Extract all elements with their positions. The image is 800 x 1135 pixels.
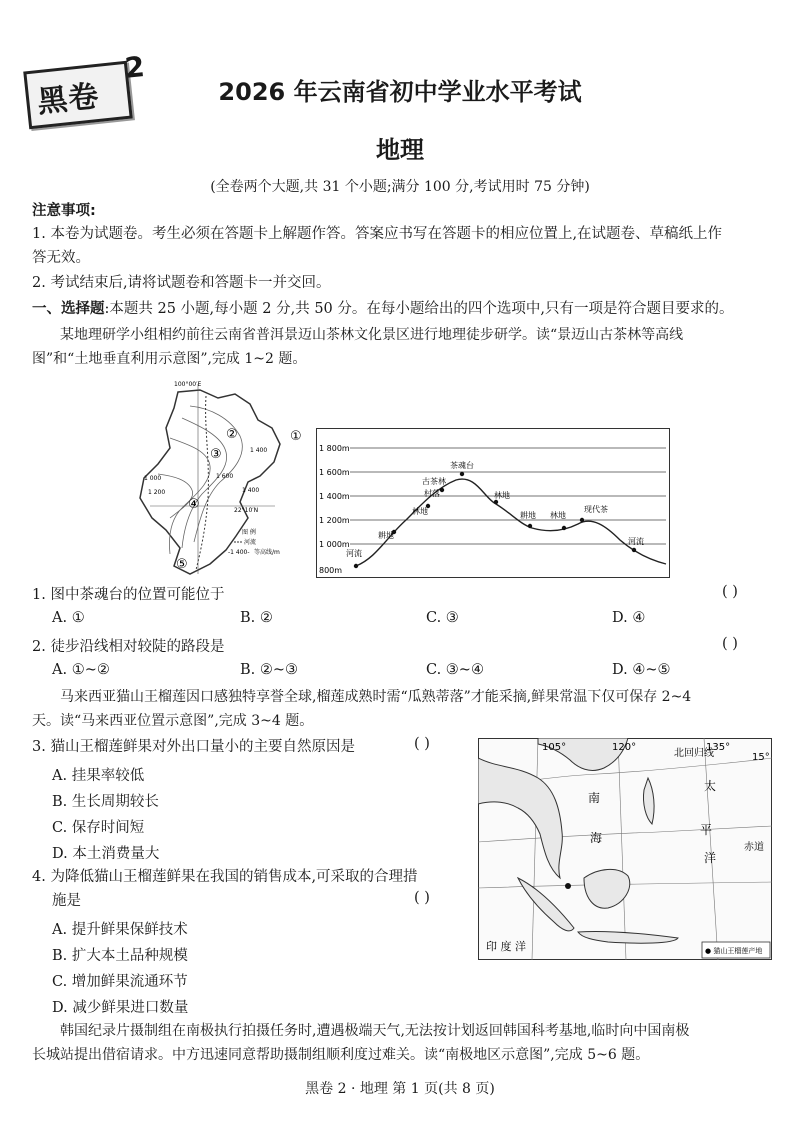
exam-info: (全卷两个大题,共 31 个小题;满分 100 分,考试用时 75 分钟) bbox=[210, 179, 590, 195]
profile-y-tick: 800m bbox=[319, 566, 343, 575]
legend-river: 河流 bbox=[244, 539, 257, 546]
legend-title: 图 例 bbox=[242, 529, 256, 536]
section1-text: :本题共 25 小题,每小题 2 分,共 50 分。在每小题给出的四个选项中,只有一项是符合题目要求的。 bbox=[104, 301, 734, 317]
q4-stem-line2: 施是 bbox=[52, 893, 81, 909]
q2-option-c[interactable]: C. ③~④ bbox=[426, 662, 484, 678]
durian-origin-marker bbox=[565, 883, 571, 889]
ocean-label-1: 太 bbox=[704, 779, 717, 793]
marker-3: ③ bbox=[210, 447, 222, 462]
notes-item1-line1: 1. 本卷为试题卷。考生必须在答题卡上解题作答。答案应书写在答题卡的相应位置上,在试题卷、草稿纸上作 bbox=[32, 226, 723, 242]
marker-4: ④ bbox=[188, 497, 200, 512]
passage2-line2: 天。读“马来西亚位置示意图”,完成 3~4 题。 bbox=[32, 713, 314, 729]
lat-label: 22°10′N bbox=[234, 507, 259, 514]
q4-option-d[interactable]: D. 减少鲜果进口数量 bbox=[52, 1000, 189, 1016]
profile-point bbox=[494, 500, 498, 504]
passage1-line2: 图”和“土地垂直利用示意图”,完成 1~2 题。 bbox=[32, 351, 307, 367]
exam-subject: 地理 bbox=[376, 136, 424, 164]
q1-option-d[interactable]: D. ④ bbox=[612, 610, 646, 626]
profile-point bbox=[440, 488, 444, 492]
q4-answer-paren[interactable]: ( ) bbox=[414, 890, 430, 906]
notes-item2: 2. 考试结束后,请将试题卷和答题卡一并交回。 bbox=[32, 275, 331, 291]
q1-option-a[interactable]: A. ① bbox=[52, 610, 85, 626]
badge-number: 2 bbox=[123, 49, 147, 85]
marker-2: ② bbox=[226, 427, 238, 442]
legend-contour: 等高线/m bbox=[254, 549, 280, 556]
q2-option-b[interactable]: B. ②~③ bbox=[240, 662, 299, 678]
marker-1: ① bbox=[290, 429, 302, 444]
profile-point bbox=[632, 548, 636, 552]
contour-label: 1 600 bbox=[216, 473, 234, 480]
q1-stem: 1. 图中茶魂台的位置可能位于 bbox=[32, 587, 225, 603]
malaysia-location-map bbox=[478, 738, 772, 960]
profile-y-tick: 1 000m bbox=[319, 540, 350, 549]
q2-option-d[interactable]: D. ④~⑤ bbox=[612, 662, 671, 678]
lon-120-label: 120° bbox=[612, 742, 637, 753]
profile-point-label: 河流 bbox=[628, 537, 644, 546]
q3-option-a[interactable]: A. 挂果率较低 bbox=[52, 768, 145, 784]
lon-105-label: 105° bbox=[542, 742, 567, 753]
profile-grid bbox=[319, 444, 666, 575]
ocean-label-3: 洋 bbox=[704, 851, 717, 865]
indian-ocean-label: 印 度 洋 bbox=[486, 940, 526, 953]
page-footer: 黑卷 2 · 地理 第 1 页(共 8 页) bbox=[305, 1081, 495, 1097]
profile-y-tick: 1 200m bbox=[319, 516, 350, 525]
q3-option-c[interactable]: C. 保存时间短 bbox=[52, 820, 145, 836]
profile-frame bbox=[317, 429, 670, 578]
sea-label-2: 海 bbox=[590, 831, 603, 845]
q2-stem: 2. 徒步沿线相对较陡的路段是 bbox=[32, 639, 225, 655]
contour-label: 1 400 bbox=[250, 447, 268, 454]
section1-title: 一、选择题 bbox=[32, 301, 105, 317]
profile-point-label: 村落 bbox=[424, 489, 440, 498]
profile-point-label: 林地 bbox=[412, 507, 428, 516]
q1-answer-paren[interactable]: ( ) bbox=[722, 584, 738, 600]
marker-5: ⑤ bbox=[176, 557, 188, 572]
q4-option-a[interactable]: A. 提升鲜果保鲜技术 bbox=[52, 922, 188, 938]
profile-y-tick: 1 800m bbox=[319, 444, 350, 453]
profile-point-label: 耕地 bbox=[378, 531, 394, 540]
q3-stem: 3. 猫山王榴莲鲜果对外出口量小的主要自然原因是 bbox=[32, 739, 355, 755]
notes-heading: 注意事项: bbox=[32, 203, 96, 219]
contour-label: 1 400 bbox=[242, 487, 260, 494]
notes-item1-line2: 答无效。 bbox=[32, 250, 90, 266]
tropic-label: 北回归线 bbox=[674, 748, 714, 759]
profile-point bbox=[354, 564, 358, 568]
q2-option-a[interactable]: A. ①~② bbox=[52, 662, 110, 678]
lat-15-label: 15° bbox=[752, 752, 770, 763]
profile-point-label: 林地 bbox=[550, 511, 566, 520]
profile-point-label: 林地 bbox=[494, 491, 510, 500]
equator-label: 赤道 bbox=[744, 842, 764, 853]
contour-map bbox=[130, 378, 310, 578]
profile-point-labels bbox=[346, 460, 644, 568]
q1-option-c[interactable]: C. ③ bbox=[426, 610, 459, 626]
profile-point-label: 现代茶 bbox=[584, 505, 608, 514]
terrain-curve bbox=[356, 479, 666, 566]
profile-point-label: 耕地 bbox=[520, 511, 536, 520]
q1-option-b[interactable]: B. ② bbox=[240, 610, 273, 626]
contour-label: 1 000 bbox=[144, 475, 162, 482]
profile-point-label: 茶魂台 bbox=[450, 461, 474, 470]
profile-point bbox=[460, 472, 464, 476]
passage2-line1: 马来西亚猫山王榴莲因口感独特享誉全球,榴莲成熟时需“瓜熟蒂落”才能采摘,鲜果常温下仅可保存 2~4 bbox=[60, 689, 692, 705]
q3-option-b[interactable]: B. 生长周期较长 bbox=[52, 794, 159, 810]
q3-option-d[interactable]: D. 本土消费量大 bbox=[52, 846, 160, 862]
contour-line bbox=[170, 438, 211, 554]
lon-label: 100°00′E bbox=[174, 381, 202, 388]
ocean-label-2: 平 bbox=[700, 823, 713, 837]
profile-point bbox=[528, 524, 532, 528]
q4-option-c[interactable]: C. 增加鲜果流通环节 bbox=[52, 974, 188, 990]
passage3-line1: 韩国纪录片摄制组在南极执行拍摄任务时,遭遇极端天气,无法按计划返回韩国科考基地,临时向中国南极 bbox=[60, 1023, 690, 1039]
map-outline bbox=[140, 390, 280, 574]
exam-title: 2026 年云南省初中学业水平考试 bbox=[218, 78, 582, 106]
profile-y-tick: 1 400m bbox=[319, 492, 350, 501]
q4-option-b[interactable]: B. 扩大本土品种规模 bbox=[52, 948, 188, 964]
passage3-line2: 长城站提出借宿请求。中方迅速同意帮助摄制组顺利度过难关。读“南极地区示意图”,完成 5~6 题。 bbox=[32, 1047, 650, 1063]
profile-point-label: 河流 bbox=[346, 549, 362, 558]
badge-text: 黑卷 bbox=[35, 78, 102, 121]
passage1-line1: 某地理研学小组相约前往云南省普洱景迈山茶林文化景区进行地理徒步研学。读“景迈山古茶林等高线 bbox=[60, 327, 684, 343]
profile-point bbox=[580, 518, 584, 522]
sea-label-1: 南 bbox=[588, 791, 601, 805]
q4-stem-line1: 4. 为降低猫山王榴莲鲜果在我国的销售成本,可采取的合理措 bbox=[32, 869, 418, 885]
q2-answer-paren[interactable]: ( ) bbox=[722, 636, 738, 652]
section1-heading bbox=[32, 298, 734, 320]
q3-answer-paren[interactable]: ( ) bbox=[414, 736, 430, 752]
profile-point bbox=[562, 526, 566, 530]
land-use-profile bbox=[316, 428, 670, 578]
map2-legend: ● 猫山王榴莲产地 bbox=[705, 947, 763, 955]
profile-point-label: 古茶林 bbox=[422, 477, 446, 486]
contour-label: 1 200 bbox=[148, 489, 166, 496]
profile-y-tick: 1 600m bbox=[319, 468, 350, 477]
lon-135-label: 135° bbox=[706, 742, 731, 753]
legend-contour-symbol: -1 400- bbox=[228, 549, 250, 556]
